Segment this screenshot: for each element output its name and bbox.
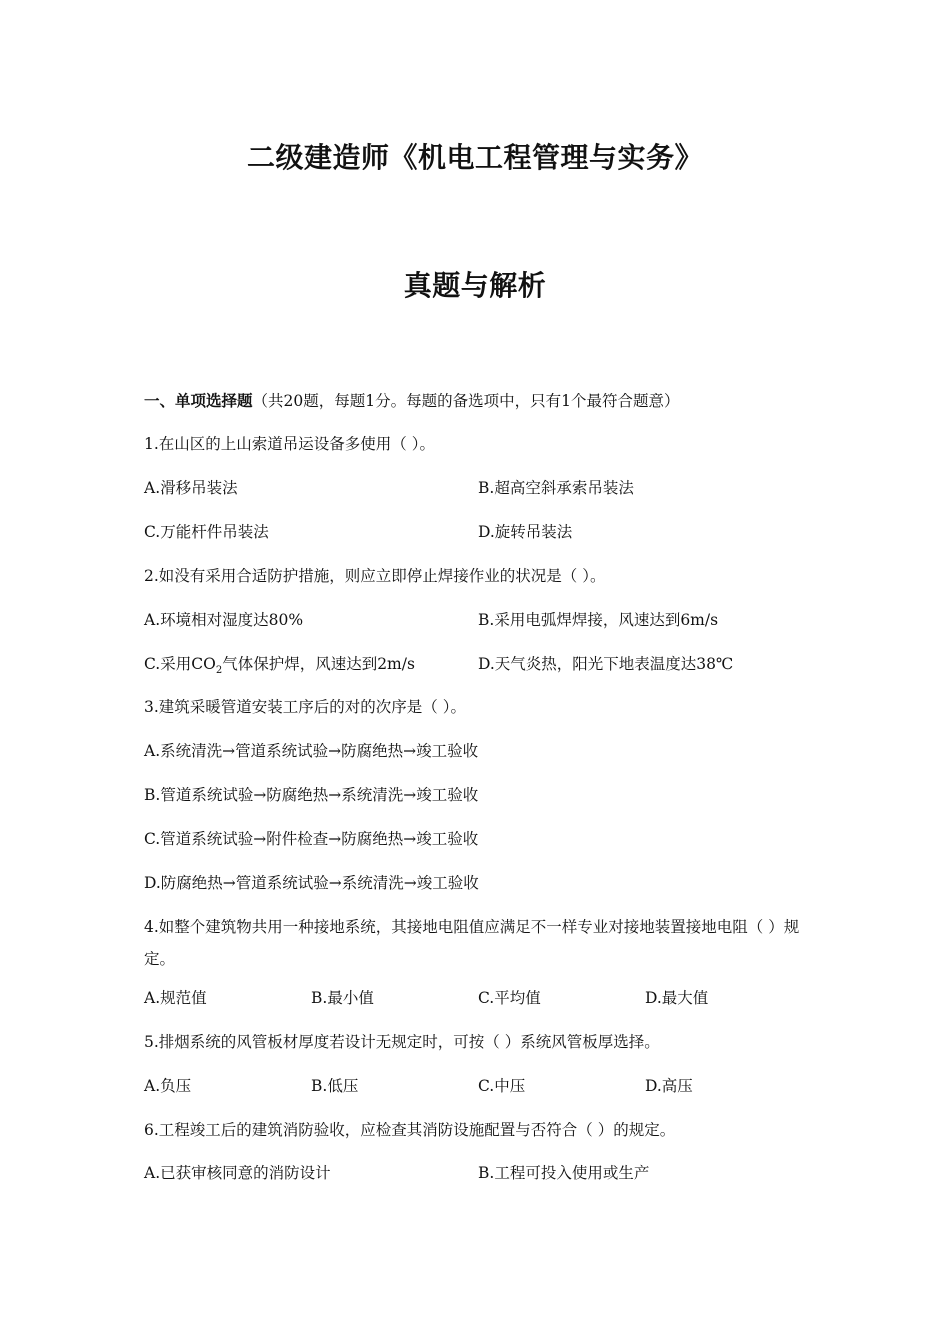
question-2-option-c (144, 653, 415, 682)
question-1-option-d: D.旋转吊装法 (478, 523, 573, 541)
document-subtitle: 真题与解析 (403, 269, 547, 302)
question-3-option-b: B.管道系统试验→防腐绝热→系统清洗→竣工验收 (144, 786, 479, 804)
question-2-stem: 2.如没有采用合适防护措施，则应立即停止焊接作业的状况是（ ）。 (144, 567, 606, 585)
question-5-option-d: D.高压 (645, 1077, 693, 1095)
document-title: 二级建造师《机电工程管理与实务》 (246, 141, 703, 174)
question-3-option-a: A.系统清洗→管道系统试验→防腐绝热→竣工验收 (144, 742, 479, 760)
section-heading-title: 一、单项选择题 (144, 392, 253, 410)
question-6-option-a: A.已获审核同意的消防设计 (144, 1164, 331, 1182)
question-6-option-b: B.工程可投入使用或生产 (478, 1164, 650, 1182)
question-5-stem: 5.排烟系统的风管板材厚度若设计无规定时，可按（ ）系统风管板厚选择。 (144, 1033, 660, 1051)
question-2-option-c-prefix: C.采用CO (144, 655, 216, 673)
section-heading (144, 390, 679, 412)
question-1-option-b: B.超高空斜承索吊装法 (478, 479, 634, 497)
question-3-option-c: C.管道系统试验→附件检查→防腐绝热→竣工验收 (144, 830, 479, 848)
question-3-option-d: D.防腐绝热→管道系统试验→系统清洗→竣工验收 (144, 874, 479, 892)
question-2-option-c-rest: 气体保护焊，风速达到2m/s (222, 655, 415, 673)
question-5-option-a: A.负压 (144, 1077, 192, 1095)
question-4-option-d: D.最大值 (645, 989, 709, 1007)
question-2-option-d: D.天气炎热，阳光下地表温度达38℃ (478, 655, 734, 673)
question-2-option-c-subscript: 2 (215, 665, 223, 677)
question-4-option-a: A.规范值 (144, 989, 207, 1007)
question-4-option-c: C.平均值 (478, 989, 541, 1007)
question-1-stem: 1.在山区的上山索道吊运设备多使用（ ）。 (144, 435, 435, 453)
question-2-option-a: A.环境相对湿度达80% (144, 611, 304, 629)
question-5-option-b: B.低压 (311, 1077, 359, 1095)
question-1-option-c: C.万能杆件吊装法 (144, 523, 269, 541)
question-4-option-b: B.最小值 (311, 989, 374, 1007)
question-3-stem: 3.建筑采暖管道安装工序后的对的次序是（ ）。 (144, 698, 466, 716)
question-1-option-a: A.滑移吊装法 (144, 479, 238, 497)
question-4-stem: 4.如整个建筑物共用一种接地系统，其接地电阻值应满足不一样专业对接地装置接地电阻（ ）规定。 (144, 918, 800, 968)
section-heading-note: （共20题，每题1分。每题的备选项中，只有1个最符合题意） (252, 392, 680, 410)
question-6-stem: 6.工程竣工后的建筑消防验收，应检查其消防设施配置与否符合（ ）的规定。 (144, 1121, 676, 1139)
question-5-option-c: C.中压 (478, 1077, 526, 1095)
question-2-option-b: B.采用电弧焊焊接，风速达到6m/s (478, 611, 719, 629)
